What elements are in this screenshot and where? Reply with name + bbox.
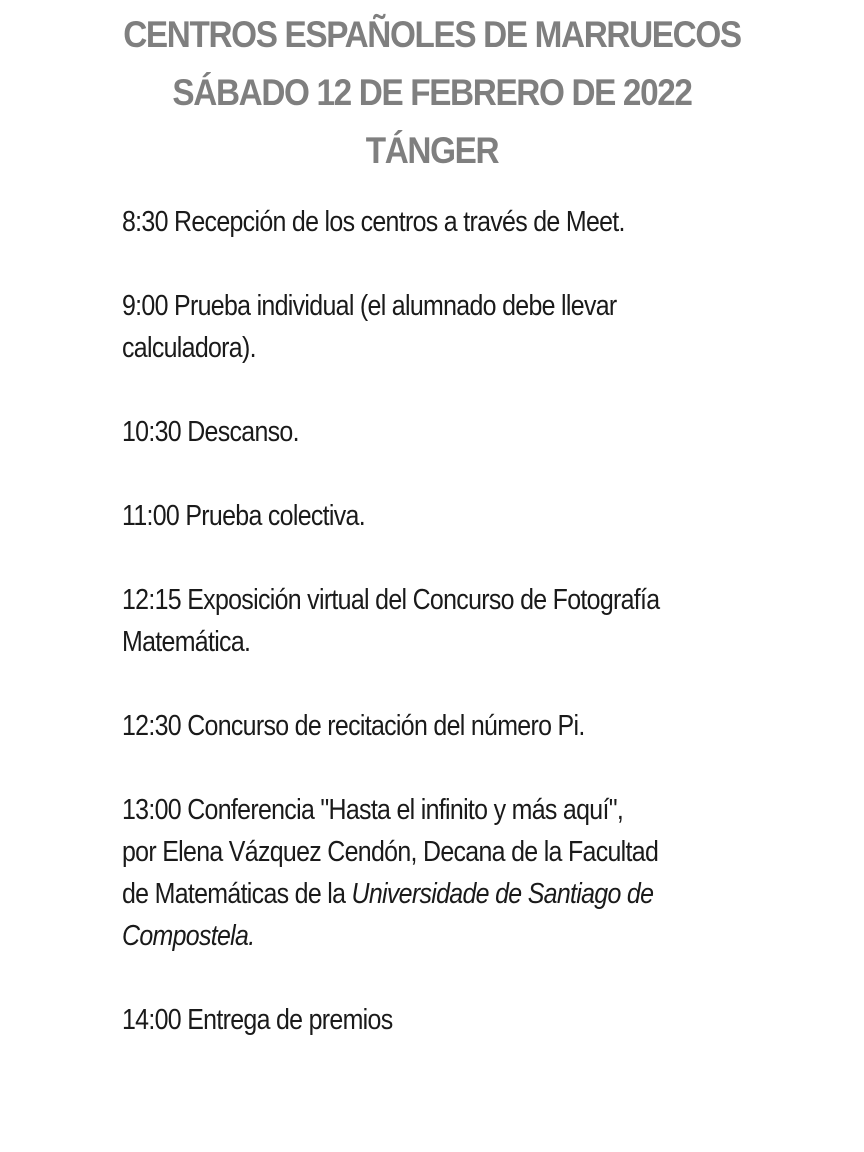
header-date: SÁBADO 12 DE FEBRERO DE 2022 [172,72,692,113]
agenda-item-photo-exhibition [122,579,758,663]
agenda-item-text: 14:00 Entrega de premios [122,1004,393,1036]
university-name-continued: Compostela. [122,920,255,952]
agenda-list [122,201,672,1083]
agenda-item-text: 12:15 Exposición virtual del Concurso de Fotografía [122,584,660,616]
agenda-item-text-continued [122,873,758,915]
agenda-item-group-test [122,495,758,537]
agenda-item-pi-recitation [122,705,758,747]
agenda-item-break [122,411,758,453]
agenda-item-text-continued: Matemática. [122,626,251,658]
agenda-item-awards [122,999,758,1041]
agenda-item-reception [122,201,758,243]
event-header [43,6,821,180]
agenda-item-text-continued [122,915,758,957]
agenda-item-individual-test [122,285,758,369]
agenda-item-text-plain: de Matemáticas de la [122,878,352,910]
agenda-item-text: 13:00 Conferencia "Hasta el infinito y más aquí", [122,794,624,826]
agenda-item-text: 10:30 Descanso. [122,416,299,448]
agenda-item-text: 8:30 Recepción de los centros a través de Meet. [122,206,625,238]
agenda-item-text: 9:00 Prueba individual (el alumnado debe llevar [122,290,617,322]
agenda-item-text-continued: por Elena Vázquez Cendón, Decana de la Facultad [122,836,659,868]
header-city: TÁNGER [365,130,499,171]
agenda-item-conference [122,789,758,957]
agenda-item-text: 11:00 Prueba colectiva. [122,500,365,532]
header-title: CENTROS ESPAÑOLES DE MARRUECOS [123,14,741,55]
agenda-item-text: 12:30 Concurso de recitación del número Pi. [122,710,585,742]
university-name: Universidade de Santiago de [351,878,654,910]
agenda-item-text-continued: calculadora). [122,332,256,364]
